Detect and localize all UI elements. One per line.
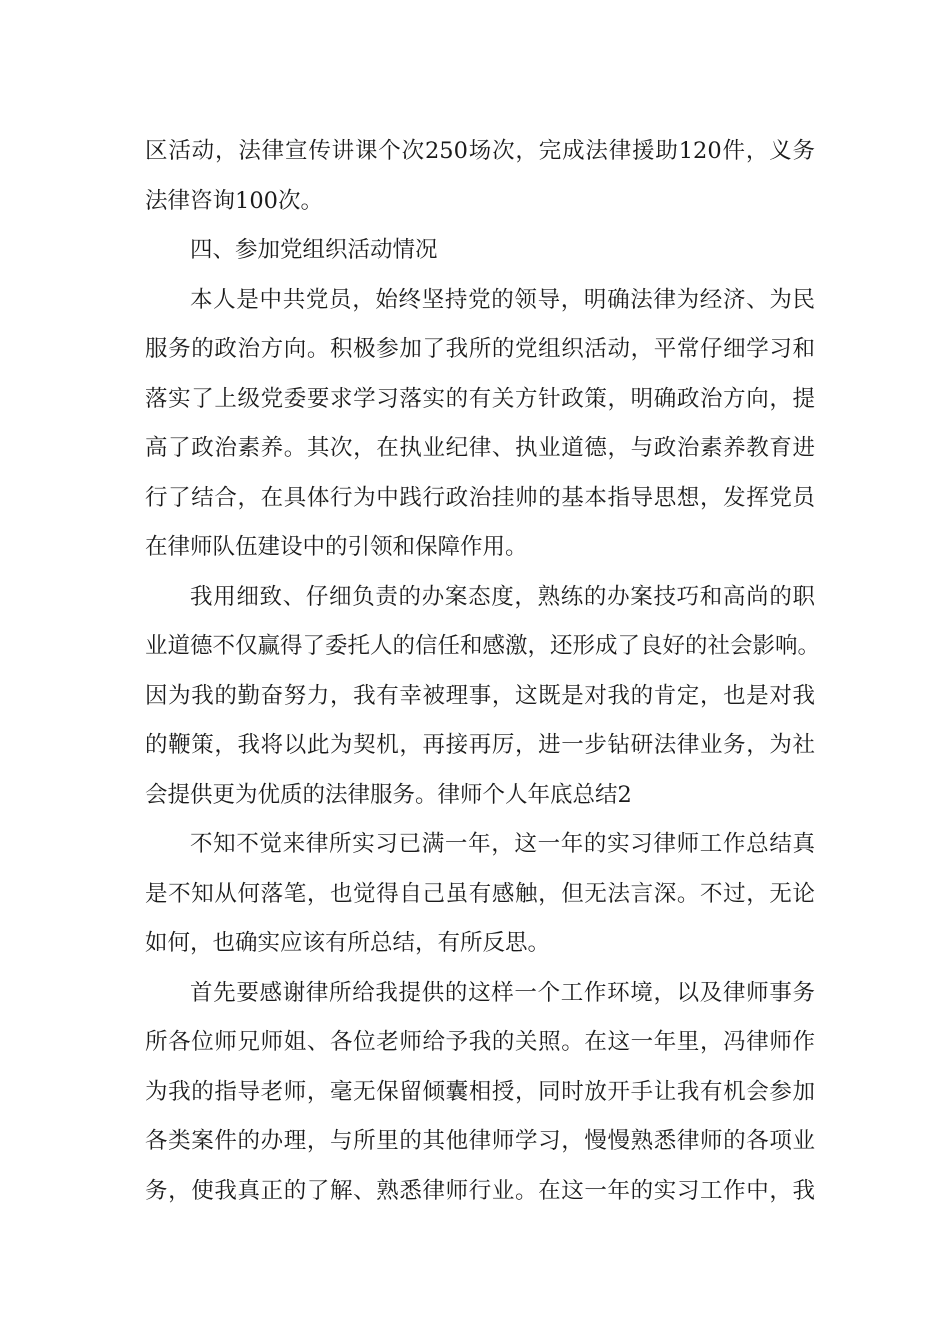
- paragraph-first-line: 不知不觉来律所实习已满一年，这一年的实习律师工作总结真: [190, 831, 815, 857]
- text-line: 如何，也确实应该有所总结，有所反思。: [145, 930, 551, 956]
- text-line: 各类案件的办理，与所里的其他律师学习，慢慢熟悉律师的各项业: [145, 1128, 815, 1154]
- text-line: 所各位师兄师姐、各位老师给予我的关照。在这一年里，冯律师作: [145, 1029, 815, 1055]
- section-heading: 四、参加党组织活动情况: [190, 237, 438, 263]
- text-line: 法律咨询100次。: [145, 187, 323, 214]
- text-line: 行了结合，在具体行为中践行政治挂帅的基本指导思想，发挥党员: [145, 484, 815, 511]
- text-line: 区活动，法律宣传讲课个次250场次，完成法律援助120件，义务: [145, 138, 815, 164]
- text-line: 是不知从何落笔，也觉得自己虽有感触，但无法言深。不过，无论: [145, 880, 815, 907]
- text-line: 高了政治素养。其次，在执业纪律、执业道德，与政治素养教育进: [145, 435, 815, 461]
- document-body: [145, 127, 821, 1216]
- text-line: 为我的指导老师，毫无保留倾囊相授，同时放开手让我有机会参加: [145, 1078, 815, 1105]
- text-line: 因为我的勤奋努力，我有幸被理事，这既是对我的肯定，也是对我: [145, 682, 815, 709]
- text-line: 业道德不仅赢得了委托人的信任和感激，还形成了良好的社会影响。: [145, 633, 821, 659]
- text-line: 会提供更为优质的法律服务。律师个人年底总结2: [145, 781, 632, 808]
- paragraph-first-line: 本人是中共党员，始终坚持党的领导，明确法律为经济、为民: [190, 286, 815, 313]
- text-line: 的鞭策，我将以此为契机，再接再厉，进一步钻研法律业务，为社: [145, 732, 815, 758]
- text-line: 务，使我真正的了解、熟悉律师行业。在这一年的实习工作中，我: [145, 1177, 815, 1204]
- text-line: 服务的政治方向。积极参加了我所的党组织活动，平常仔细学习和: [145, 336, 815, 362]
- paragraph-first-line: 我用细致、仔细负责的办案态度，熟练的办案技巧和高尚的职: [190, 583, 815, 610]
- text-line: 在律师队伍建设中的引领和保障作用。: [145, 534, 528, 560]
- text-line: 落实了上级党委要求学习落实的有关方针政策，明确政治方向，提: [145, 385, 815, 412]
- paragraph-first-line: 首先要感谢律所给我提供的这样一个工作环境，以及律师事务: [190, 979, 815, 1006]
